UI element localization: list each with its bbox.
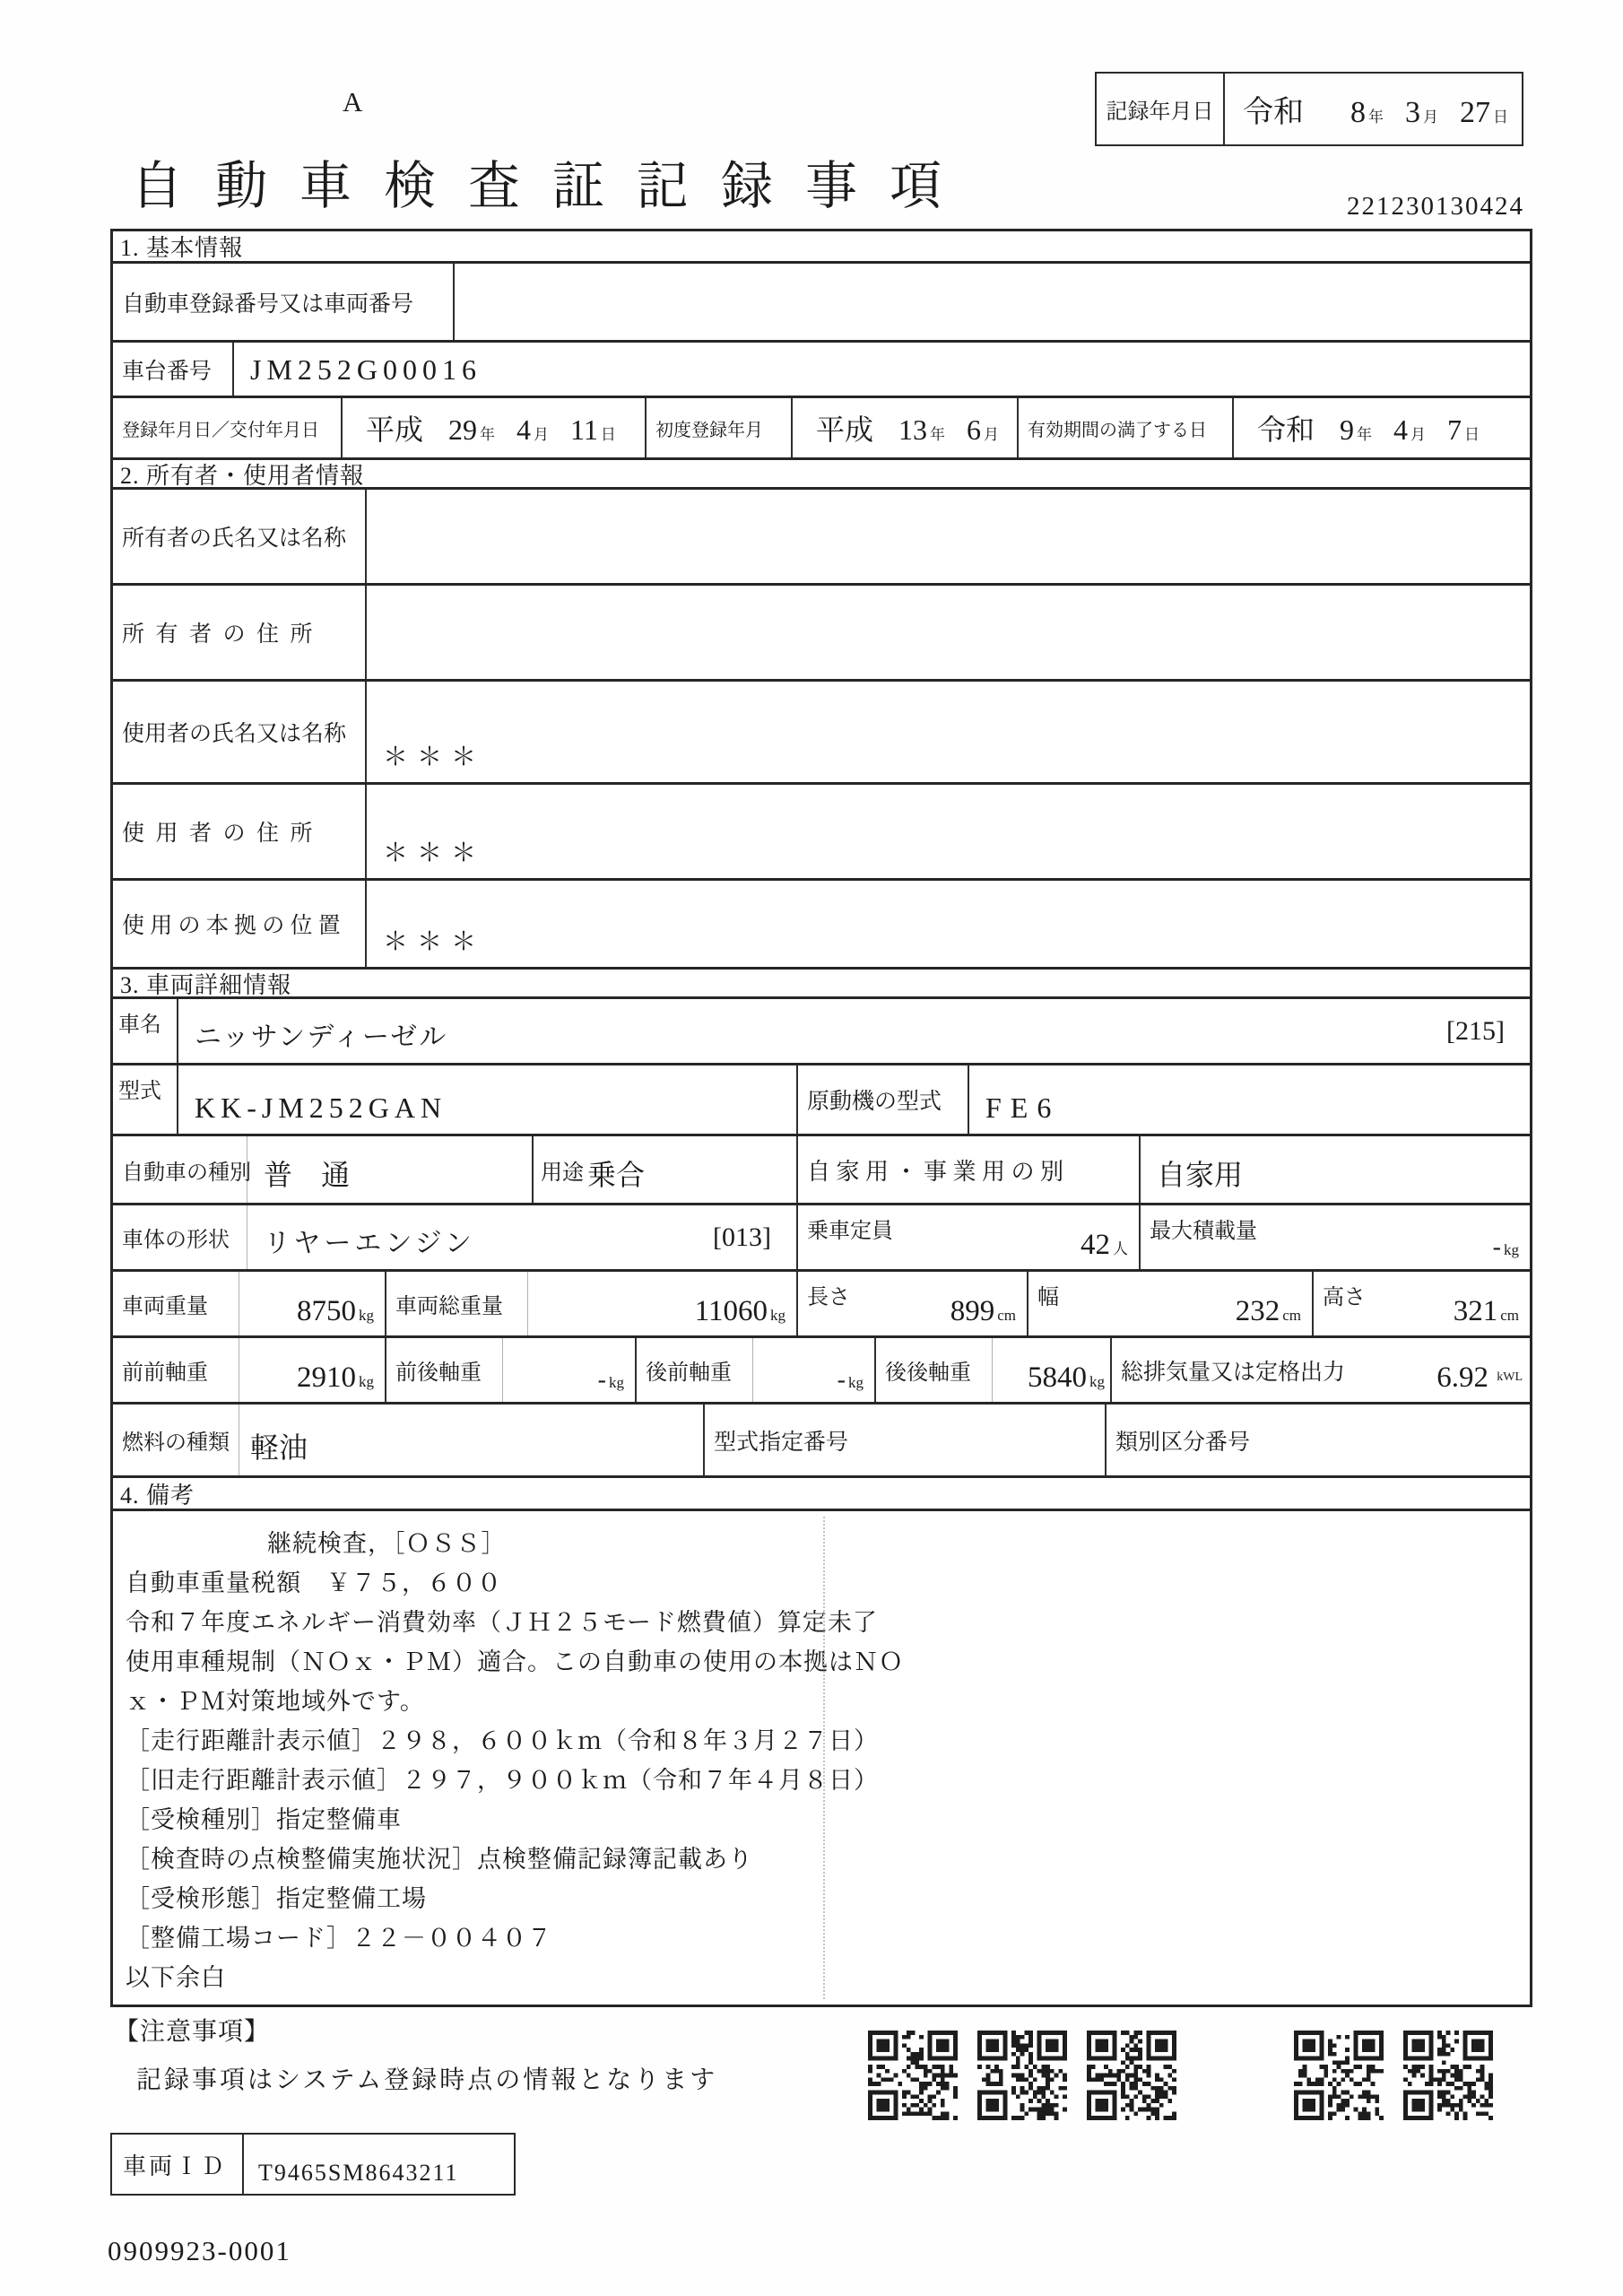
registration-date-era: 平成 bbox=[366, 413, 424, 446]
vehicle-id-value: T9465SM8643211 bbox=[258, 2160, 459, 2186]
expiry-date-era: 令和 bbox=[1257, 413, 1315, 446]
category-number-cell bbox=[1107, 1405, 1530, 1475]
expiry-date-label: 有効期間の満了する日 bbox=[1028, 420, 1207, 440]
registration-date-value-cell bbox=[343, 398, 647, 457]
remarks-box bbox=[113, 1511, 1530, 2005]
car-name-value-cell bbox=[178, 999, 1530, 1063]
width-cell bbox=[1028, 1272, 1314, 1335]
owner-address-value-cell bbox=[367, 586, 1530, 679]
chassis-number-value-cell bbox=[234, 343, 1530, 396]
vehicle-weight-cell bbox=[113, 1272, 386, 1335]
rear-front-axle-cell bbox=[637, 1338, 876, 1402]
seating-capacity-number: 42 bbox=[1081, 1229, 1110, 1261]
record-date-box bbox=[1095, 72, 1523, 146]
user-address-value-cell bbox=[367, 785, 1530, 878]
kilowatt-unit: kW bbox=[1497, 1370, 1515, 1384]
length-value bbox=[950, 1295, 1027, 1335]
max-load-number: - bbox=[1492, 1233, 1501, 1261]
notice-heading: 【注意事項】 bbox=[114, 2018, 271, 2046]
vehicle-class-label: 自動車の種別 bbox=[113, 1136, 247, 1203]
expiry-date-month: 4 bbox=[1393, 413, 1409, 446]
form-number: 0909923-0001 bbox=[108, 2235, 291, 2266]
qr-code-icon bbox=[977, 2029, 1067, 2122]
first-registration-label: 初度登録年月 bbox=[655, 420, 763, 440]
model-value-cell bbox=[178, 1065, 798, 1134]
owner-address-label: 所有者の住所 bbox=[122, 622, 325, 647]
max-load-cell bbox=[1141, 1205, 1530, 1269]
owner-name-label-cell bbox=[113, 490, 367, 583]
month-unit: 月 bbox=[1410, 426, 1427, 443]
rear-front-axle-label: 後前軸重 bbox=[637, 1338, 753, 1402]
use-type-value: 乗合 bbox=[587, 1159, 646, 1191]
user-name-label: 使用者の氏名又は名称 bbox=[122, 722, 347, 746]
expiry-date-label-cell bbox=[1019, 398, 1234, 457]
user-name-row bbox=[113, 682, 1530, 785]
year-unit: 年 bbox=[1357, 426, 1373, 443]
record-date-day: 27 bbox=[1460, 96, 1490, 129]
remarks-line: ［走行距離計表示値］２９８，６００ｋｍ（令和８年３月２７日） bbox=[126, 1727, 879, 1754]
fuel-type-value: 軽油 bbox=[250, 1431, 308, 1464]
registration-date-value bbox=[343, 407, 616, 457]
rear-rear-axle-number: 5840 bbox=[1028, 1361, 1087, 1394]
owner-name-row bbox=[113, 490, 1530, 586]
remarks-line: ｘ・ＰＭ対策地域外です。 bbox=[126, 1688, 425, 1715]
rear-rear-axle-cell bbox=[876, 1338, 1112, 1402]
chassis-number-label: 車台番号 bbox=[122, 359, 213, 384]
section3-header-row bbox=[113, 970, 1530, 999]
gross-weight-number: 11060 bbox=[694, 1295, 768, 1327]
qr-code-icon bbox=[1294, 2029, 1384, 2122]
month-unit: 月 bbox=[984, 426, 1000, 443]
base-location-value-cell bbox=[367, 881, 1530, 967]
user-name-value-cell bbox=[367, 682, 1530, 782]
use-type-label: 用途 bbox=[541, 1161, 584, 1185]
vehicle-weight-value bbox=[297, 1295, 385, 1335]
car-name-row bbox=[113, 999, 1530, 1065]
record-date-label: 記録年月日 bbox=[1097, 74, 1225, 144]
base-location-label-cell bbox=[113, 881, 367, 967]
remarks-line: ［検査時の点検整備実施状況］点検整備記録簿記載あり bbox=[126, 1846, 753, 1873]
registration-number-row bbox=[113, 264, 1530, 343]
width-label: 幅 bbox=[1037, 1286, 1059, 1309]
private-business-label-cell bbox=[798, 1136, 1141, 1203]
expiry-date-value-cell bbox=[1234, 398, 1530, 457]
body-shape-label: 車体の形状 bbox=[113, 1205, 247, 1269]
day-unit: 日 bbox=[1493, 109, 1508, 126]
model-value: KK-JM252GAN bbox=[195, 1091, 447, 1124]
category-number-value bbox=[1250, 1466, 1266, 1475]
seating-capacity-label: 乗車定員 bbox=[807, 1220, 893, 1243]
vehicle-id-label: 車両ＩＤ bbox=[112, 2135, 244, 2194]
kg-unit: kg bbox=[359, 1307, 374, 1324]
notice-text: 記録事項はシステム登録時点の情報となります bbox=[136, 2066, 718, 2094]
remarks-line: ［整備工場コード］２２－００４０７ bbox=[126, 1925, 552, 1952]
section4-header-row bbox=[113, 1478, 1530, 1511]
qr-code-group-right bbox=[1294, 2029, 1513, 2122]
front-rear-axle-label: 前後軸重 bbox=[386, 1338, 503, 1402]
engine-model-value: FE6 bbox=[985, 1091, 1061, 1124]
first-registration-era: 平成 bbox=[816, 413, 874, 446]
body-shape-row bbox=[113, 1205, 1530, 1272]
weight-row bbox=[113, 1272, 1530, 1338]
expiry-date-day: 7 bbox=[1447, 413, 1462, 446]
year-unit: 年 bbox=[480, 426, 496, 443]
record-date-value bbox=[1225, 87, 1508, 131]
gross-weight-cell bbox=[386, 1272, 798, 1335]
front-front-axle-value bbox=[297, 1361, 385, 1402]
car-name-label: 車名 bbox=[118, 1013, 161, 1037]
expiry-date-year: 9 bbox=[1340, 413, 1355, 446]
remarks-line: ［受検形態］指定整備工場 bbox=[126, 1885, 427, 1912]
section2-heading: 2. 所有者・使用者情報 bbox=[120, 462, 365, 489]
record-date-era: 令和 bbox=[1243, 96, 1304, 129]
class-use-row bbox=[113, 1136, 1530, 1205]
section1-heading: 1. 基本情報 bbox=[120, 235, 244, 261]
engine-model-value-cell bbox=[969, 1065, 1530, 1134]
rear-rear-axle-value bbox=[1028, 1361, 1110, 1402]
section2-header-row bbox=[113, 460, 1530, 490]
owner-address-label-cell bbox=[113, 586, 367, 679]
model-row bbox=[113, 1065, 1530, 1136]
front-front-axle-number: 2910 bbox=[297, 1361, 356, 1394]
type-designation-value bbox=[848, 1466, 864, 1475]
height-value bbox=[1454, 1295, 1530, 1335]
base-location-label: 使用の本拠の位置 bbox=[122, 914, 347, 938]
section1-header-row bbox=[113, 231, 1530, 264]
kg-unit: kg bbox=[609, 1374, 624, 1391]
displacement-cell bbox=[1112, 1338, 1530, 1402]
rear-front-axle-value bbox=[838, 1366, 874, 1402]
main-table bbox=[110, 229, 1532, 2007]
height-label: 高さ bbox=[1323, 1286, 1366, 1309]
registration-date-day: 11 bbox=[570, 413, 598, 446]
gross-weight-value bbox=[695, 1295, 796, 1335]
first-registration-year: 13 bbox=[898, 413, 928, 446]
user-name-label-cell bbox=[113, 682, 367, 782]
owner-name-value bbox=[367, 574, 383, 583]
seating-capacity-cell bbox=[798, 1205, 1141, 1269]
registration-date-month: 4 bbox=[516, 413, 532, 446]
month-unit: 月 bbox=[1423, 109, 1438, 126]
qr-code-icon bbox=[868, 2029, 958, 2122]
remarks-line: 以下余白 bbox=[126, 1964, 226, 1991]
owner-address-row bbox=[113, 586, 1530, 682]
registration-number-label-cell bbox=[113, 264, 455, 340]
registration-date-label: 登録年月日／交付年月日 bbox=[122, 420, 319, 440]
person-unit: 人 bbox=[1113, 1240, 1128, 1257]
private-business-value: 自家用 bbox=[1157, 1159, 1244, 1191]
length-cell bbox=[798, 1272, 1028, 1335]
axle-weight-row bbox=[113, 1338, 1530, 1405]
user-address-row bbox=[113, 785, 1530, 881]
car-name-label-cell bbox=[113, 999, 178, 1063]
category-number-label: 類別区分番号 bbox=[1115, 1430, 1251, 1455]
fuel-row bbox=[113, 1405, 1530, 1478]
owner-name-value-cell bbox=[367, 490, 1530, 583]
fuel-type-cell bbox=[113, 1405, 705, 1475]
year-unit: 年 bbox=[930, 426, 946, 443]
front-rear-axle-cell bbox=[386, 1338, 637, 1402]
engine-model-label-cell bbox=[798, 1065, 969, 1134]
owner-address-value bbox=[367, 670, 383, 679]
seating-capacity-value bbox=[1081, 1229, 1139, 1269]
dates-row bbox=[113, 398, 1530, 460]
section4-heading: 4. 備考 bbox=[120, 1482, 195, 1509]
vehicle-weight-number: 8750 bbox=[297, 1295, 356, 1327]
use-type-cell bbox=[534, 1136, 798, 1203]
cm-unit: cm bbox=[997, 1307, 1016, 1324]
front-rear-axle-value bbox=[598, 1366, 635, 1402]
width-number: 232 bbox=[1235, 1295, 1280, 1327]
year-unit: 年 bbox=[1368, 109, 1384, 126]
first-registration-label-cell bbox=[647, 398, 793, 457]
front-rear-axle-number: - bbox=[597, 1366, 606, 1394]
vehicle-class-cell bbox=[113, 1136, 534, 1203]
remarks-line: 令和７年度エネルギー消費効率（ＪＨ２５モード燃費値）算定未了 bbox=[126, 1609, 878, 1636]
chassis-number-value: JM252G00016 bbox=[250, 353, 482, 386]
width-value bbox=[1236, 1295, 1312, 1335]
qr-code-group-left bbox=[868, 2029, 1196, 2122]
height-number: 321 bbox=[1453, 1295, 1498, 1327]
remarks-line: 継続検査，［ＯＳＳ］ bbox=[267, 1530, 507, 1557]
first-registration-value-cell bbox=[793, 398, 1019, 457]
kg-unit: kg bbox=[770, 1307, 785, 1324]
max-load-label: 最大積載量 bbox=[1150, 1220, 1257, 1243]
user-address-value: ＊＊＊ bbox=[383, 839, 486, 867]
month-unit: 月 bbox=[534, 426, 550, 443]
car-name-value: ニッサンディーゼル bbox=[195, 1022, 448, 1052]
chassis-number-row bbox=[113, 343, 1530, 398]
first-registration-month: 6 bbox=[967, 413, 982, 446]
kg-unit: kg bbox=[1089, 1373, 1105, 1390]
vehicle-id-box bbox=[110, 2133, 516, 2196]
private-business-value-cell bbox=[1141, 1136, 1530, 1203]
chassis-number-label-cell bbox=[113, 343, 234, 396]
cm-unit: cm bbox=[1500, 1307, 1519, 1324]
owner-name-label: 所有者の氏名又は名称 bbox=[122, 526, 347, 551]
body-shape-value: リヤーエンジン bbox=[264, 1229, 475, 1258]
kg-unit: kg bbox=[848, 1374, 864, 1391]
engine-model-label: 原動機の型式 bbox=[807, 1090, 942, 1114]
expiry-date-value bbox=[1234, 407, 1480, 457]
type-designation-label: 型式指定番号 bbox=[714, 1430, 849, 1455]
record-date-year: 8 bbox=[1350, 96, 1366, 129]
user-address-label: 使用者の住所 bbox=[122, 822, 325, 846]
car-name-code: [215] bbox=[1446, 1015, 1505, 1046]
registration-number-label: 自動車登録番号又は車両番号 bbox=[122, 291, 414, 317]
user-name-value: ＊＊＊ bbox=[383, 744, 486, 771]
type-designation-cell bbox=[705, 1405, 1107, 1475]
record-date-month: 3 bbox=[1405, 96, 1420, 129]
day-unit: 日 bbox=[1464, 426, 1480, 443]
kg-unit: kg bbox=[359, 1373, 374, 1390]
qr-code-icon bbox=[1403, 2029, 1493, 2122]
remarks-line: 使用車種規制（ＮＯｘ・ＰＭ）適合。この自動車の使用の本拠はＮＯ bbox=[126, 1648, 904, 1675]
model-label: 型式 bbox=[118, 1080, 161, 1103]
body-shape-cell bbox=[113, 1205, 798, 1269]
vehicle-class-value: 普 通 bbox=[264, 1159, 351, 1191]
section3-heading: 3. 車両詳細情報 bbox=[120, 971, 292, 998]
liter-unit: L bbox=[1515, 1370, 1523, 1384]
kilowatt-liter-unit bbox=[1497, 1370, 1523, 1384]
length-label: 長さ bbox=[807, 1286, 850, 1309]
height-cell bbox=[1314, 1272, 1530, 1335]
kg-unit: kg bbox=[1504, 1241, 1519, 1258]
max-load-value bbox=[1493, 1233, 1530, 1269]
remarks-line: 自動車重量税額 ￥７５，６００ bbox=[126, 1570, 502, 1596]
model-label-cell bbox=[113, 1065, 178, 1134]
body-shape-code: [013] bbox=[713, 1222, 771, 1252]
front-front-axle-label: 前前軸重 bbox=[113, 1338, 239, 1402]
remarks-line: ［旧走行距離計表示値］２９７，９００ｋｍ（令和７年４月８日） bbox=[126, 1767, 879, 1794]
vehicle-weight-label: 車両重量 bbox=[113, 1272, 239, 1335]
registration-number-value bbox=[455, 331, 471, 340]
page-title: 自動車検査証記録事項 bbox=[131, 157, 975, 215]
user-address-label-cell bbox=[113, 785, 367, 878]
remarks-line: ［受検種別］指定整備車 bbox=[126, 1806, 402, 1833]
remarks-divider bbox=[823, 1517, 825, 1999]
fuel-type-label: 燃料の種類 bbox=[113, 1405, 239, 1475]
day-unit: 日 bbox=[600, 426, 616, 443]
rear-rear-axle-label: 後後軸重 bbox=[876, 1338, 993, 1402]
corner-mark: A bbox=[343, 86, 363, 117]
displacement-number: 6.92 bbox=[1436, 1361, 1488, 1394]
qr-code-icon bbox=[1087, 2029, 1176, 2122]
rear-front-axle-number: - bbox=[837, 1366, 846, 1394]
registration-number-value-cell bbox=[455, 264, 1530, 340]
first-registration-value bbox=[793, 407, 999, 457]
document-number: 221230130424 bbox=[1347, 192, 1524, 221]
gross-weight-label: 車両総重量 bbox=[386, 1272, 528, 1335]
front-front-axle-cell bbox=[113, 1338, 386, 1402]
length-number: 899 bbox=[950, 1295, 995, 1327]
cm-unit: cm bbox=[1282, 1307, 1301, 1324]
private-business-label: 自家用・事業用の別 bbox=[807, 1158, 1070, 1185]
base-location-value: ＊＊＊ bbox=[383, 928, 486, 956]
base-location-row bbox=[113, 881, 1530, 970]
registration-date-label-cell bbox=[113, 398, 343, 457]
registration-date-year: 29 bbox=[448, 413, 478, 446]
displacement-label: 総排気量又は定格出力 bbox=[1121, 1360, 1346, 1385]
